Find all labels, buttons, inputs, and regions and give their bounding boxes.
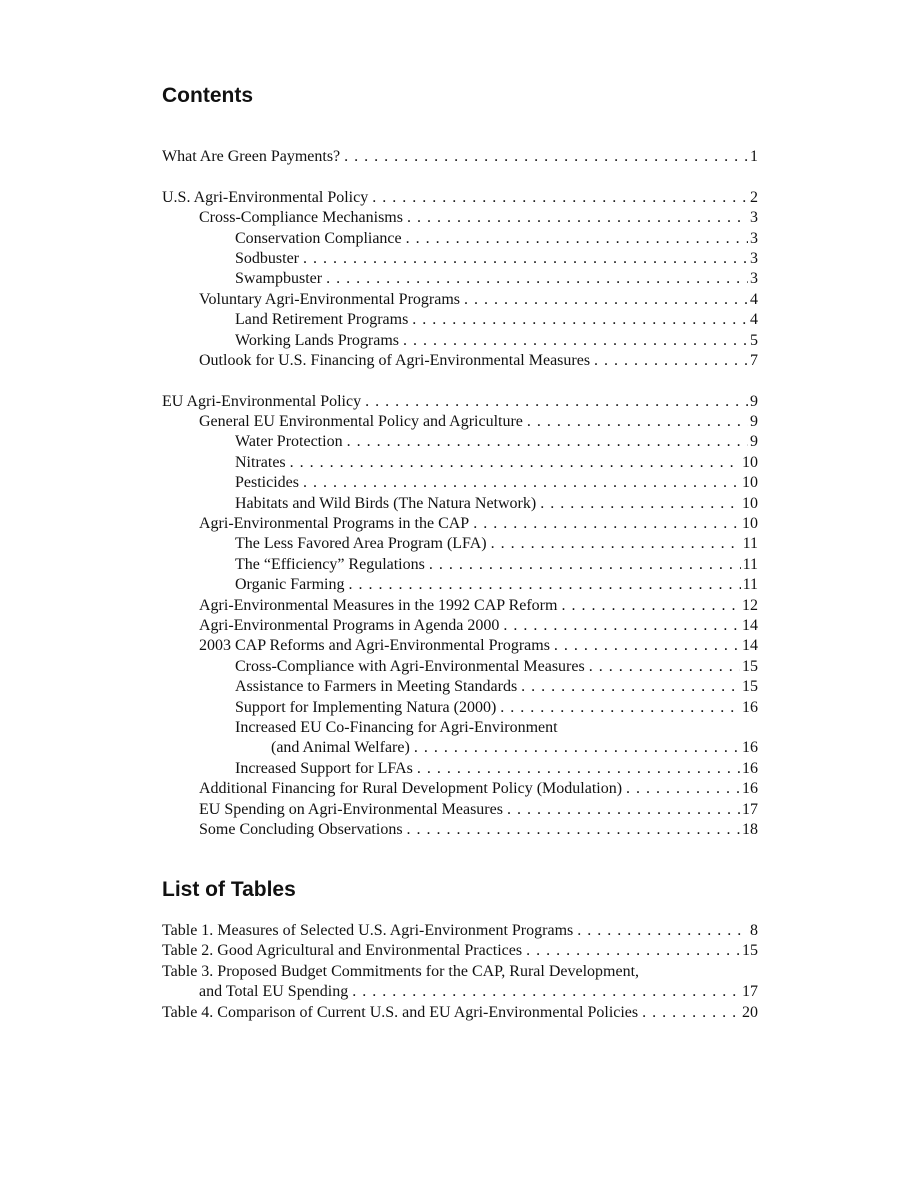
toc-entry-page: 9 (750, 433, 758, 451)
toc-entry-page: 3 (750, 249, 758, 267)
toc-entry-page: 7 (750, 351, 758, 369)
toc-entry-page: 16 (742, 698, 758, 716)
toc-entry-title: Pesticides (235, 474, 299, 492)
toc-entry-page: 15 (742, 657, 758, 675)
toc-entry-page: 20 (742, 1003, 758, 1021)
toc-entry (162, 392, 758, 412)
toc-entry (162, 596, 758, 616)
toc-entry (162, 555, 758, 575)
toc-entry (162, 962, 758, 982)
toc-entry (162, 575, 758, 595)
toc-entry (162, 269, 758, 289)
toc-entry-title: Swampbuster (235, 270, 323, 288)
toc-entry-page: 2 (750, 188, 758, 206)
toc-entry-title: Conservation Compliance (235, 229, 402, 247)
toc-entry (162, 208, 758, 228)
toc-entry-page: 5 (750, 331, 758, 349)
toc-entry-title: and Total EU Spending (199, 983, 349, 1001)
toc-entry-page: 1 (750, 148, 758, 165)
toc-entry-title: Cross-Compliance with Agri-Environmental Measures (235, 657, 585, 675)
toc-entry-page: 10 (742, 515, 758, 533)
toc-entry (162, 759, 758, 779)
toc-entry-title: Table 3. Proposed Budget Commitments for the CAP, Rural Development, (162, 962, 640, 980)
toc-entry-title: Support for Implementing Natura (2000) (235, 698, 497, 716)
toc-entry (162, 412, 758, 432)
toc-entry-title: Sodbuster (235, 249, 299, 267)
toc-entry (162, 514, 758, 534)
toc-entry-page: 3 (750, 209, 758, 227)
contents-list (162, 147, 758, 840)
toc-entry (162, 657, 758, 677)
toc-entry (162, 331, 758, 351)
toc-entry (162, 249, 758, 269)
toc-entry-page: 17 (742, 983, 758, 1001)
dot-leader (626, 779, 740, 799)
toc-entry-title: 2003 CAP Reforms and Agri-Environmental Programs (199, 637, 550, 655)
toc-entry-title: Assistance to Farmers in Meeting Standards (235, 678, 518, 696)
toc-entry-page: 17 (742, 800, 758, 818)
dot-leader (577, 921, 748, 941)
dot-leader (561, 596, 740, 616)
toc-section (162, 392, 758, 841)
toc-entry-page: 10 (742, 494, 758, 512)
toc-entry-title: General EU Environmental Policy and Agriculture (199, 413, 523, 431)
toc-entry-page: 8 (750, 922, 758, 939)
toc-entry-page: 4 (750, 290, 758, 308)
toc-entry-title: Organic Farming (235, 576, 345, 594)
toc-entry-page: 11 (742, 535, 758, 553)
toc-entry-page: 9 (750, 392, 758, 410)
toc-entry-page: 16 (742, 739, 758, 757)
dot-leader (352, 982, 740, 1002)
dot-leader (526, 941, 740, 961)
toc-entry (162, 229, 758, 249)
toc-entry-title: Cross-Compliance Mechanisms (199, 209, 403, 227)
toc-entry-page: 11 (742, 576, 758, 594)
toc-entry (162, 738, 758, 758)
toc-entry-page: 3 (750, 270, 758, 288)
toc-entry-title: U.S. Agri-Environmental Policy (162, 188, 369, 206)
dot-leader (527, 412, 748, 432)
dot-leader (429, 555, 741, 575)
toc-entry (162, 616, 758, 636)
toc-entry-title: Table 1. Measures of Selected U.S. Agri-Environment Programs (162, 922, 574, 939)
toc-entry-page: 10 (742, 474, 758, 492)
dot-leader (348, 575, 740, 595)
dot-leader (464, 290, 748, 310)
toc-entry (162, 453, 758, 473)
toc-entry-page: 14 (742, 616, 758, 634)
dot-leader (347, 432, 748, 452)
dot-leader (412, 310, 748, 330)
toc-entry (162, 941, 758, 961)
toc-entry (162, 494, 758, 514)
dot-leader (303, 249, 748, 269)
dot-leader (290, 453, 740, 473)
dot-leader (303, 473, 740, 493)
toc-section (162, 147, 758, 167)
dot-leader (365, 392, 748, 412)
dot-leader (407, 208, 748, 228)
toc-entry-page: 15 (742, 942, 758, 960)
toc-entry-title: The Less Favored Area Program (LFA) (235, 535, 487, 553)
toc-entry-title: Nitrates (235, 453, 286, 471)
toc-entry (162, 800, 758, 820)
toc-entry-page: 15 (742, 678, 758, 696)
toc-entry-title: EU Spending on Agri-Environmental Measures (199, 800, 503, 818)
toc-entry-page: 18 (742, 820, 758, 838)
toc-entry (162, 779, 758, 799)
toc-entry-page: 3 (750, 229, 758, 247)
dot-leader (417, 759, 740, 779)
toc-entry-title: Increased Support for LFAs (235, 759, 413, 777)
toc-entry (162, 677, 758, 697)
toc-entry (162, 1003, 758, 1023)
toc-entry-title: Some Concluding Observations (199, 820, 403, 838)
toc-entry (162, 698, 758, 718)
contents-heading: Contents (162, 84, 253, 107)
toc-entry-page: 4 (750, 311, 758, 329)
dot-leader (372, 188, 748, 208)
dot-leader (642, 1003, 740, 1023)
dot-leader (554, 636, 740, 656)
dot-leader (403, 331, 748, 351)
dot-leader (500, 698, 740, 718)
dot-leader (414, 738, 740, 758)
dot-leader (540, 494, 740, 514)
toc-entry (162, 534, 758, 554)
toc-section (162, 188, 758, 372)
dot-leader (507, 800, 740, 820)
toc-entry (162, 432, 758, 452)
toc-entry-title: Outlook for U.S. Financing of Agri-Environmental Measures (199, 351, 591, 369)
toc-entry-title: Table 4. Comparison of Current U.S. and EU Agri-Environmental Policies (162, 1003, 639, 1021)
dot-leader (521, 677, 740, 697)
toc-entry-title: Additional Financing for Rural Development Policy (Modulation) (199, 780, 623, 798)
toc-entry (162, 982, 758, 1002)
toc-entry (162, 310, 758, 330)
toc-entry (162, 921, 758, 941)
dot-leader (344, 147, 748, 167)
toc-entry-title: Voluntary Agri-Environmental Programs (199, 290, 460, 308)
toc-entry-title: Working Lands Programs (235, 331, 400, 349)
toc-entry-title: Increased EU Co-Financing for Agri-Environment (235, 718, 558, 736)
toc-entry (162, 820, 758, 840)
dot-leader (594, 351, 748, 371)
toc-entry (162, 473, 758, 493)
toc-entry-page: 14 (742, 637, 758, 655)
toc-entry-title: EU Agri-Environmental Policy (162, 392, 362, 410)
dot-leader (589, 657, 740, 677)
toc-entry (162, 718, 758, 738)
toc-entry (162, 351, 758, 371)
toc-entry-page: 9 (750, 413, 758, 431)
toc-entry-title: What Are Green Payments? (162, 148, 341, 165)
toc-entry (162, 290, 758, 310)
toc-entry-title: The “Efficiency” Regulations (235, 555, 425, 573)
dot-leader (407, 820, 740, 840)
toc-entry-title: (and Animal Welfare) (271, 739, 410, 757)
tables-list (162, 921, 758, 1023)
toc-entry-title: Table 2. Good Agricultural and Environmental Practices (162, 942, 523, 960)
toc-entry-page: 16 (742, 780, 758, 798)
dot-leader (503, 616, 740, 636)
toc-entry (162, 188, 758, 208)
toc-entry-title: Agri-Environmental Programs in the CAP (199, 515, 470, 533)
list-of-tables-heading: List of Tables (162, 878, 296, 901)
dot-leader (326, 269, 748, 289)
toc-entry-title: Agri-Environmental Programs in Agenda 2000 (199, 616, 500, 634)
toc-entry-title: Water Protection (235, 433, 343, 451)
dot-leader (406, 229, 748, 249)
toc-entry-title: Agri-Environmental Measures in the 1992 CAP Reform (199, 596, 558, 614)
toc-entry-page: 10 (742, 453, 758, 471)
toc-entry (162, 636, 758, 656)
dot-leader (491, 534, 741, 554)
toc-entry-title: Habitats and Wild Birds (The Natura Network) (235, 494, 537, 512)
toc-entry-page: 16 (742, 759, 758, 777)
toc-entry-title: Land Retirement Programs (235, 311, 409, 329)
toc-entry-page: 11 (742, 555, 758, 573)
toc-entry (162, 147, 758, 167)
dot-leader (473, 514, 740, 534)
toc-entry-page: 12 (742, 596, 758, 614)
